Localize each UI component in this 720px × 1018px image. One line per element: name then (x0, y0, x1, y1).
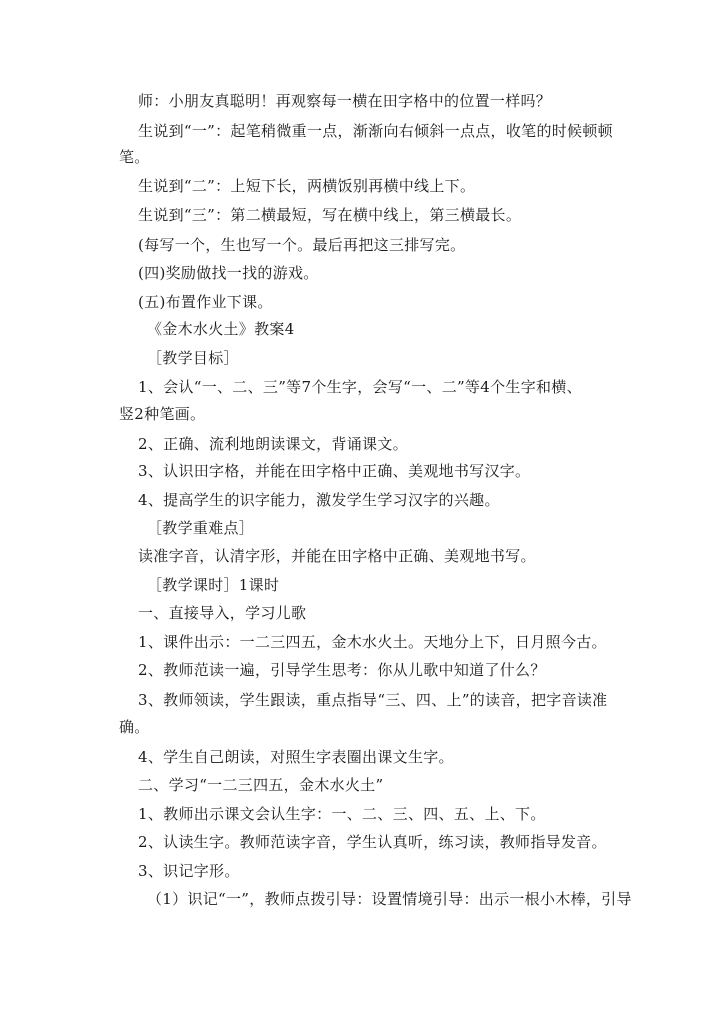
paragraph-line: 笔。 (119, 148, 150, 166)
paragraph-line: 读准字音，认清字形，并能在田字格中正确、美观地书写。 (138, 547, 536, 565)
paragraph-line: 1、会认“一、二、三”等7个生字，会写“一、二”等4个生字和横、 (138, 378, 582, 396)
paragraph-line: (五)布置作业下课。 (138, 293, 273, 311)
paragraph-line: 1、课件出示：一二三四五，金木水火土。天地分上下，日月照今古。 (138, 633, 607, 651)
section-heading: ［教学重难点］ (147, 519, 255, 537)
paragraph-line: 3、教师领读，学生跟读，重点指导“三、四、上”的读音，把字音读准 (138, 691, 608, 709)
paragraph-line: 一、直接导入，学习儿歌 (138, 604, 307, 622)
paragraph-line: 3、认识田字格，并能在田字格中正确、美观地书写汉字。 (138, 462, 531, 480)
section-heading: ［教学目标］ (147, 349, 239, 367)
paragraph-line: 竖2种笔画。 (119, 405, 206, 423)
paragraph-line: (四)奖励做找一找的游戏。 (138, 264, 319, 282)
paragraph-line: （1）识记“一”，教师点拨引导：设置情境引导：出示一根小木棒，引导 (147, 890, 632, 908)
paragraph-line: 生说到“一”：起笔稍微重一点，渐渐向右倾斜一点点，收笔的时候顿顿 (138, 122, 613, 140)
paragraph-line: (每写一个，生也写一个。最后再把这三排写完。 (138, 236, 466, 254)
paragraph-line: 1、教师出示课文会认生字：一、二、三、四、五、上、下。 (138, 805, 546, 823)
paragraph-line: 3、识记字形。 (138, 862, 240, 880)
paragraph-line: 二、学习“一二三四五，金木水火土” (138, 776, 384, 794)
paragraph-line: 生说到“二”：上短下长，两横饭别再横中线上下。 (138, 177, 476, 195)
paragraph-line: 2、教师范读一遍，引导学生思考：你从儿歌中知道了什么？ (138, 661, 546, 679)
paragraph-line: 4、学生自己朗读，对照生字表圈出课文生字。 (138, 748, 454, 766)
paragraph-line: 确。 (119, 718, 150, 736)
paragraph-line: 2、正确、流利地朗读课文，背诵课文。 (138, 435, 408, 453)
paragraph-line: 生说到“三”：第二横最短，写在横中线上，第三横最长。 (138, 206, 522, 224)
paragraph-line: 2、认读生字。教师范读字音，学生认真听，练习读，教师指导发音。 (138, 833, 607, 851)
paragraph-line: 师：小朋友真聪明！再观察每一横在田字格中的位置一样吗？ (138, 92, 552, 110)
paragraph-line: 4、提高学生的识字能力，激发学生学习汉字的兴趣。 (138, 491, 500, 509)
section-heading: ［教学课时］1课时 (147, 576, 280, 594)
section-heading: 《金木水火土》教案4 (147, 320, 295, 338)
